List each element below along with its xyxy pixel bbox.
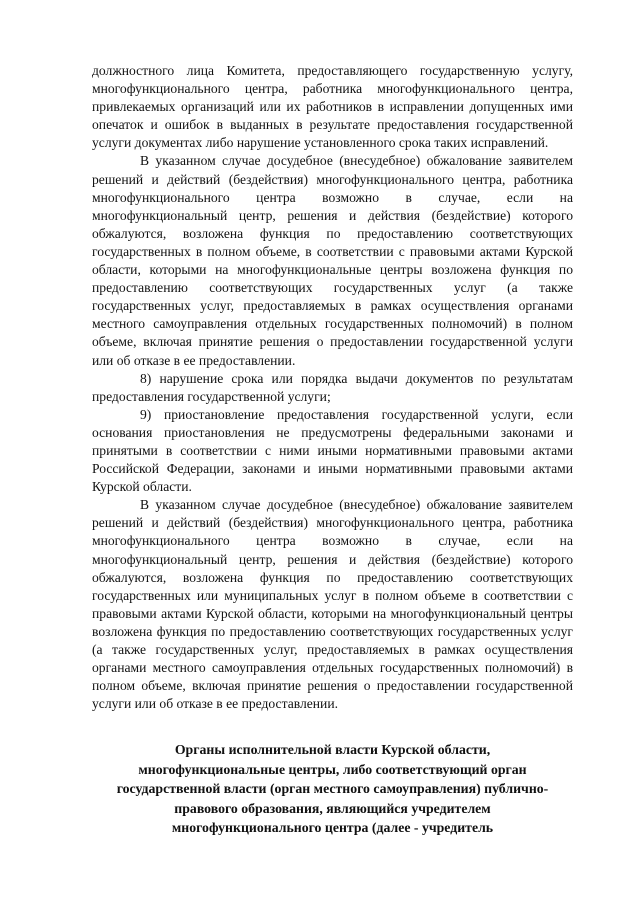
heading-line: Органы исполнительной власти Курской области, <box>174 742 491 757</box>
heading-line: правового образования, являющийся учредителем <box>174 800 491 816</box>
document-body <box>92 62 573 713</box>
paragraph-mfc-appeal-1: В указанном случае досудебное (внесудебное) обжалование заявителем решений и действий (бездействия) многофункционального центра, работника многофункционального центра возможно в случае, если на многофункциональный центр, решения и действия (бездействие) которого обжалуются, возложена функция по предоставлению соответствующих государственных в полном объеме, в соответствии с правовыми актами Курской области, которыми на многофункциональные центры возложена функция по предоставлению соответствующих государственных услуг (а также государственных услуг, предоставляемых в рамках осуществления органами местного самоуправления отдельных государственных полномочий) в полном объеме, включая принятие решения о предоставлении государственной услуги или об отказе в ее предоставлении. <box>92 153 573 368</box>
paragraph-item-8: 8) нарушение срока или порядка выдачи документов по результатам предоставления государственной услуги; <box>92 370 573 404</box>
paragraph-continuation: должностного лица Комитета, предоставляющего государственную услугу, многофункционального центра, работника многофункционального центра, привлекаемых организаций или их работников в исправлении допущенных ими опечаток и ошибок в выданных в результате предоставления государственной услуги документах либо нарушение установленного срока таких исправлений. <box>92 63 573 151</box>
section-heading <box>92 740 573 838</box>
heading-line: многофункциональные центры, либо соответствующий орган <box>138 761 527 777</box>
paragraph-mfc-appeal-2: В указанном случае досудебное (внесудебное) обжалование заявителем решений и действий (бездействия) многофункционального центра, работника многофункционального центра возможно в случае, если на многофункциональный центр, решения и действия (бездействие) которого обжалуются, возложена функция по предоставлению соответствующих государственных или муниципальных услуг в полном объеме в соответствии с правовыми актами Курской области, которыми на многофункциональный центры возложена функция по предоставлению соответствующих государственных услуг (а также государственных услуг, предоставляемых в рамках осуществления органами местного самоуправления отдельных государственных полномочий) в полном объеме, включая принятие решения о предоставлении государственной услуги или об отказе в ее предоставлении. <box>92 497 573 712</box>
paragraph-item-9: 9) приостановление предоставления государственной услуги, если основания приостановления не предусмотрены федеральными законами и принятыми в соответствии с ними иными нормативными правовыми актами Российской Федерации, законами и иными нормативными правовыми актами Курской области. <box>92 406 573 495</box>
heading-line: государственной власти (орган местного самоуправления) публично- <box>116 781 549 796</box>
heading-line: многофункционального центра (далее - учредитель <box>171 820 494 835</box>
